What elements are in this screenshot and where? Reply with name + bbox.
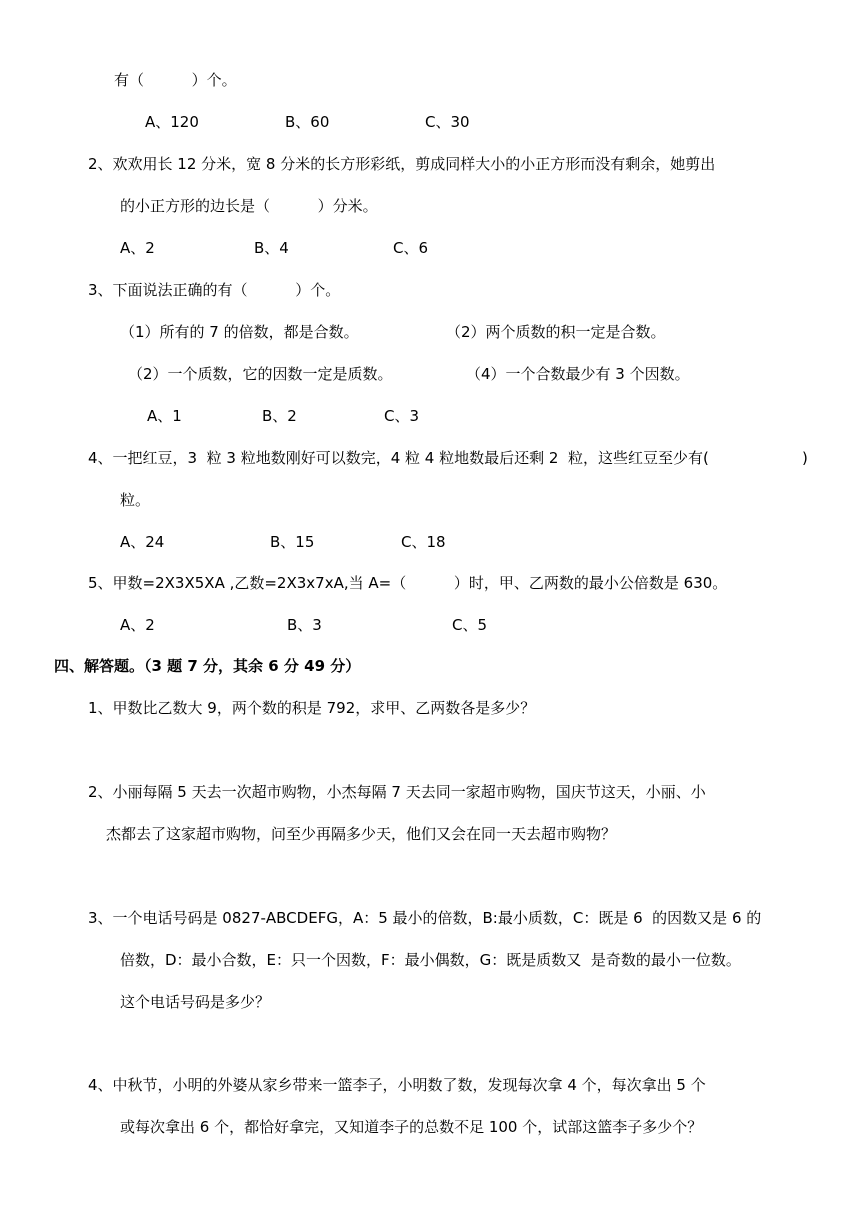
s4-question-4-line-2: 或每次拿出 6 个，都恰好拿完，又知道李子的总数不足 100 个，试部这篮李子多少个？ (120, 1118, 703, 1136)
q3-option-c: C、6 (393, 239, 429, 257)
s4-question-3-line-1: 3、一个电话号码是 0827-ABCDEFG，A：5 最小的倍数，B:最小质数，C：既是 6 的因数又是 6 的 (88, 909, 762, 927)
s4-question-3-line-2: 倍数，D：最小合数，E：只一个因数，F：最小偶数，G：既是质数又 是奇数的最小一位数。 (120, 951, 741, 969)
q4-statement-3: （2）一个质数，它的因数一定是质数。 (128, 365, 393, 383)
q6-option-c: C、5 (452, 616, 488, 634)
q4-line-1: 3、下面说法正确的有（ ）个。 (88, 281, 341, 299)
q5-option-c: C、18 (401, 533, 446, 551)
q6-option-b: B、3 (287, 616, 322, 634)
q4-statement-2: （2）两个质数的积一定是合数。 (446, 323, 666, 341)
q2-option-c: C、30 (425, 113, 470, 131)
q3-line-2: 的小正方形的边长是（ ）分米。 (120, 197, 378, 215)
q2-option-b: B、60 (285, 113, 330, 131)
q6-option-a: A、2 (120, 616, 155, 634)
s4-question-2-line-2: 杰都去了这家超市购物，问至少再隔多少天，他们又会在同一天去超市购物？ (106, 825, 617, 843)
q4-option-a: A、1 (147, 407, 182, 425)
section-4-heading: 四、解答题。（3 题 7 分，其余 6 分 49 分） (54, 657, 361, 675)
q5-line-2: 粒。 (120, 491, 151, 509)
q2-continuation: 有（ ）个。 (114, 71, 237, 89)
q4-option-c: C、3 (384, 407, 420, 425)
q5-line-1-close: ) (802, 449, 808, 467)
q4-statement-1: （1）所有的 7 的倍数，都是合数。 (120, 323, 359, 341)
s4-question-4-line-1: 4、中秋节，小明的外婆从家乡带来一篮李子，小明数了数，发现每次拿 4 个，每次拿出 5 个 (88, 1076, 706, 1094)
q4-statement-4: （4）一个合数最少有 3 个因数。 (466, 365, 690, 383)
q2-option-a: A、120 (145, 113, 199, 131)
q5-line-1: 4、一把红豆，3 粒 3 粒地数刚好可以数完，4 粒 4 粒地数最后还剩 2 粒，这些红豆至少有( (88, 449, 709, 467)
q5-option-a: A、24 (120, 533, 165, 551)
s4-question-3-line-3: 这个电话号码是多少？ (120, 993, 271, 1011)
q3-option-a: A、2 (120, 239, 155, 257)
q3-option-b: B、4 (254, 239, 289, 257)
s4-question-2-line-1: 2、小丽每隔 5 天去一次超市购物，小杰每隔 7 天去同一家超市购物，国庆节这天，小丽、小 (88, 783, 706, 801)
q6-line-1: 5、甲数=2X3X5XA ,乙数=2X3x7xA,当 A=（ ）时，甲、乙两数的最小公倍数是 630。 (88, 574, 728, 592)
s4-question-1: 1、甲数比乙数大 9，两个数的积是 792，求甲、乙两数各是多少？ (88, 699, 536, 717)
q4-option-b: B、2 (262, 407, 297, 425)
q3-line-1: 2、欢欢用长 12 分米，宽 8 分米的长方形彩纸，剪成同样大小的小正方形而没有剩余，她剪出 (88, 155, 716, 173)
q5-option-b: B、15 (270, 533, 315, 551)
